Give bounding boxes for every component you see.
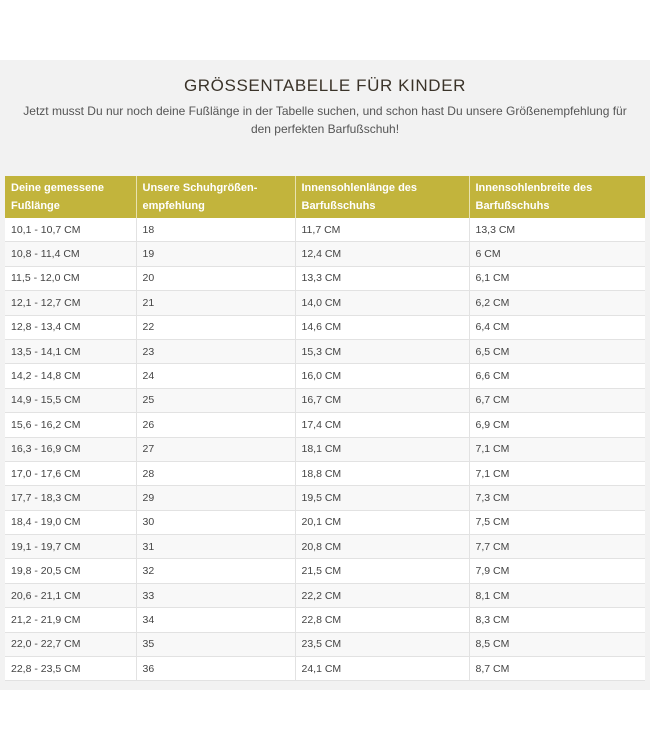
cell-shoe-size: 20 (136, 266, 295, 290)
cell-insole-width: 6,2 CM (469, 291, 645, 315)
cell-shoe-size: 30 (136, 510, 295, 534)
cell-insole-length: 14,6 CM (295, 315, 469, 339)
cell-insole-width: 8,1 CM (469, 583, 645, 607)
cell-shoe-size: 31 (136, 535, 295, 559)
cell-shoe-size: 29 (136, 486, 295, 510)
cell-foot-length: 10,1 - 10,7 CM (5, 218, 136, 242)
cell-foot-length: 13,5 - 14,1 CM (5, 339, 136, 363)
table-body (5, 218, 645, 681)
cell-insole-length: 22,2 CM (295, 583, 469, 607)
table-row (5, 364, 645, 388)
cell-insole-width: 7,9 CM (469, 559, 645, 583)
cell-insole-length: 15,3 CM (295, 339, 469, 363)
cell-insole-width: 6,7 CM (469, 388, 645, 412)
table-row (5, 218, 645, 242)
header-shoe-size: Unsere Schuhgrößen-empfehlung (136, 176, 295, 218)
table-row (5, 461, 645, 485)
cell-foot-length: 21,2 - 21,9 CM (5, 608, 136, 632)
page-title: GRÖSSENTABELLE FÜR KINDER (183, 76, 467, 95)
cell-insole-width: 6,4 CM (469, 315, 645, 339)
table-row (5, 632, 645, 656)
cell-foot-length: 10,8 - 11,4 CM (5, 242, 136, 266)
cell-insole-length: 19,5 CM (295, 486, 469, 510)
table-row (5, 486, 645, 510)
table-row (5, 437, 645, 461)
cell-foot-length: 19,1 - 19,7 CM (5, 535, 136, 559)
cell-shoe-size: 26 (136, 413, 295, 437)
cell-insole-length: 18,1 CM (295, 437, 469, 461)
intro-text: Jetzt musst Du nur noch deine Fußlänge in der Tabelle suchen, und schon hast Du unsere Größenempfehlung für den perfekten Barfußschuh! (23, 104, 627, 136)
cell-shoe-size: 23 (136, 339, 295, 363)
header-foot-length: Deine gemessene Fußlänge (5, 176, 136, 218)
cell-insole-width: 6 CM (469, 242, 645, 266)
table-row (5, 608, 645, 632)
cell-shoe-size: 34 (136, 608, 295, 632)
cell-insole-width: 6,9 CM (469, 413, 645, 437)
cell-insole-length: 13,3 CM (295, 266, 469, 290)
cell-insole-width: 8,7 CM (469, 657, 645, 681)
table-row (5, 559, 645, 583)
cell-insole-width: 6,1 CM (469, 266, 645, 290)
cell-foot-length: 22,8 - 23,5 CM (5, 657, 136, 681)
cell-shoe-size: 36 (136, 657, 295, 681)
cell-insole-width: 8,3 CM (469, 608, 645, 632)
table-row (5, 388, 645, 412)
table-header-row (5, 176, 645, 218)
table-row (5, 339, 645, 363)
header-insole-width: Innensohlenbreite des Barfußschuhs (469, 176, 645, 218)
cell-insole-length: 21,5 CM (295, 559, 469, 583)
cell-insole-length: 17,4 CM (295, 413, 469, 437)
cell-insole-width: 7,7 CM (469, 535, 645, 559)
cell-shoe-size: 25 (136, 388, 295, 412)
cell-foot-length: 17,0 - 17,6 CM (5, 461, 136, 485)
cell-insole-width: 6,5 CM (469, 339, 645, 363)
cell-insole-width: 7,1 CM (469, 461, 645, 485)
cell-shoe-size: 27 (136, 437, 295, 461)
cell-shoe-size: 19 (136, 242, 295, 266)
cell-insole-length: 20,1 CM (295, 510, 469, 534)
table-row (5, 315, 645, 339)
cell-foot-length: 22,0 - 22,7 CM (5, 632, 136, 656)
cell-shoe-size: 28 (136, 461, 295, 485)
table-row (5, 413, 645, 437)
cell-insole-width: 13,3 CM (469, 218, 645, 242)
cell-insole-width: 7,3 CM (469, 486, 645, 510)
cell-shoe-size: 24 (136, 364, 295, 388)
cell-insole-width: 6,6 CM (469, 364, 645, 388)
cell-shoe-size: 22 (136, 315, 295, 339)
cell-foot-length: 11,5 - 12,0 CM (5, 266, 136, 290)
cell-insole-length: 16,0 CM (295, 364, 469, 388)
cell-insole-length: 11,7 CM (295, 218, 469, 242)
cell-shoe-size: 18 (136, 218, 295, 242)
cell-foot-length: 17,7 - 18,3 CM (5, 486, 136, 510)
cell-insole-length: 12,4 CM (295, 242, 469, 266)
cell-foot-length: 19,8 - 20,5 CM (5, 559, 136, 583)
table-row (5, 266, 645, 290)
cell-insole-width: 7,1 CM (469, 437, 645, 461)
cell-insole-length: 18,8 CM (295, 461, 469, 485)
cell-insole-length: 14,0 CM (295, 291, 469, 315)
header-insole-length: Innensohlenlänge des Barfußschuhs (295, 176, 469, 218)
table-row (5, 510, 645, 534)
cell-insole-length: 20,8 CM (295, 535, 469, 559)
cell-insole-width: 7,5 CM (469, 510, 645, 534)
cell-foot-length: 12,8 - 13,4 CM (5, 315, 136, 339)
cell-foot-length: 18,4 - 19,0 CM (5, 510, 136, 534)
table-row (5, 291, 645, 315)
cell-foot-length: 20,6 - 21,1 CM (5, 583, 136, 607)
table-row (5, 583, 645, 607)
cell-insole-length: 22,8 CM (295, 608, 469, 632)
cell-insole-length: 24,1 CM (295, 657, 469, 681)
table-row (5, 242, 645, 266)
size-table (5, 176, 645, 681)
cell-insole-length: 23,5 CM (295, 632, 469, 656)
cell-insole-width: 8,5 CM (469, 632, 645, 656)
cell-insole-length: 16,7 CM (295, 388, 469, 412)
cell-foot-length: 14,9 - 15,5 CM (5, 388, 136, 412)
cell-shoe-size: 32 (136, 559, 295, 583)
table-row (5, 657, 645, 681)
cell-foot-length: 14,2 - 14,8 CM (5, 364, 136, 388)
cell-foot-length: 16,3 - 16,9 CM (5, 437, 136, 461)
cell-foot-length: 12,1 - 12,7 CM (5, 291, 136, 315)
table-row (5, 535, 645, 559)
cell-shoe-size: 33 (136, 583, 295, 607)
cell-shoe-size: 35 (136, 632, 295, 656)
cell-shoe-size: 21 (136, 291, 295, 315)
cell-foot-length: 15,6 - 16,2 CM (5, 413, 136, 437)
